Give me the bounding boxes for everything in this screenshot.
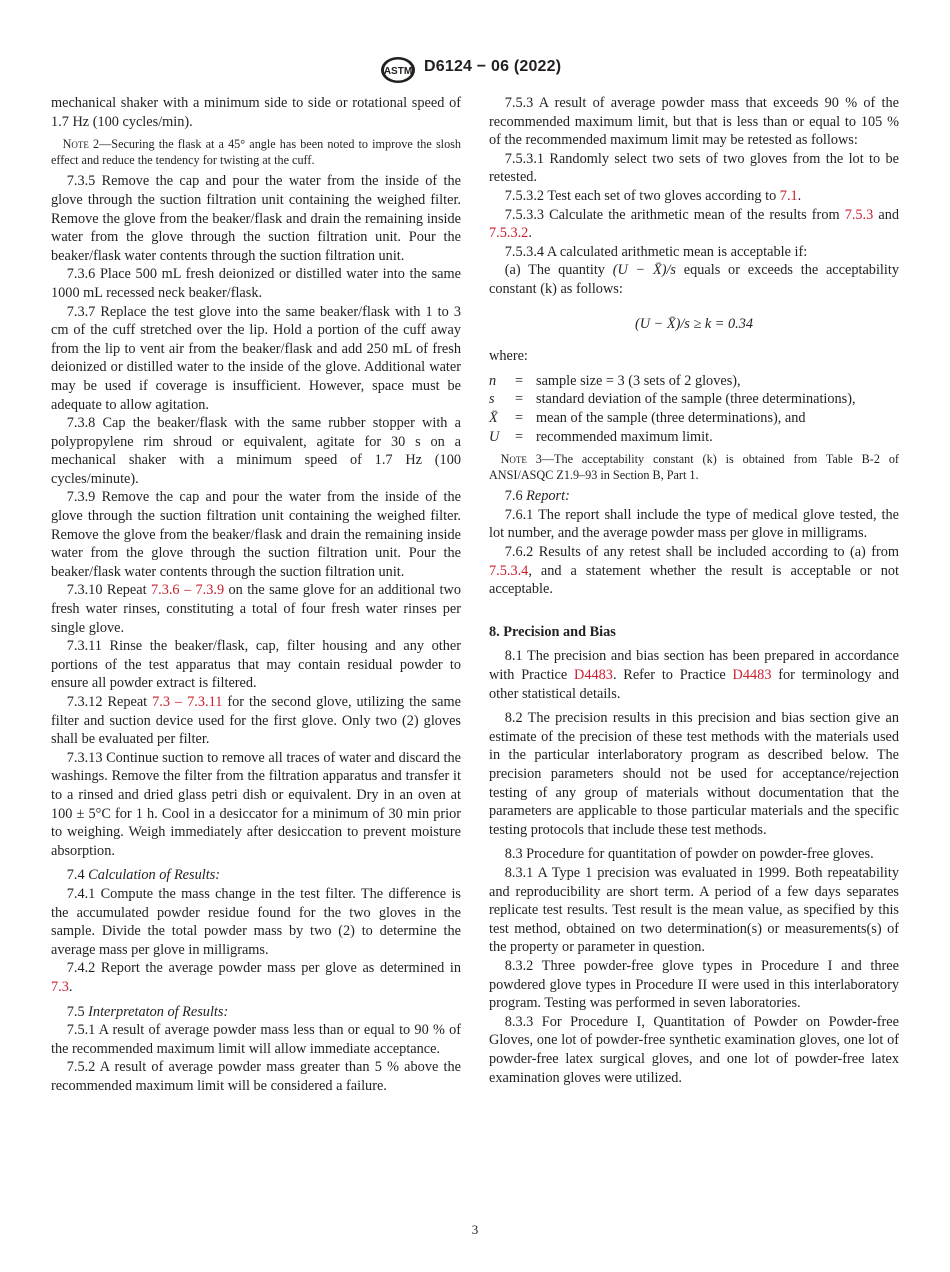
para-7-5-3-1: 7.5.3.1 Randomly select two sets of two gloves from the lot to be retested. [489,150,899,186]
ref-link[interactable]: 7.1 [779,187,798,204]
para-7-5-3-3: 7.5.3.3 Calculate the arithmetic mean of the results from 7.5.3 and 7.5.3.2. [489,206,900,242]
paragraph-continued: mechanical shaker with a minimum side to side or rotational speed of 1.7 Hz (100 cycles/min). [51,95,461,130]
note-label: Note 3 [500,452,542,467]
para-7-3-6: 7.3.6 Place 500 mL fresh deionized or distilled water into the same 1000 mL recessed neck beaker/flask. [51,266,461,301]
acceptability-equation: (U − X̄)/s ≥ k = 0.34 [634,315,754,332]
ref-link[interactable]: 7.3 – 7.3.11 [152,694,223,710]
page-header [0,56,950,86]
para-7-3-12: 7.3.12 Repeat 7.3 – 7.3.11 for the second glove, utilizing the same filter and suction device used for the first glove. Only two (2) gloves shall be evaluated per filter. [51,694,461,748]
para-7-3-13: 7.3.13 Continue suction to remove all traces of water and discard the washings. Remove the filter from the filtration apparatus and transfer it to a rinsed and dried glass petri dish or equivalent. Dry in an oven at 100 ± 5°C for 1 h. Cool in a desiccator for a minimum of 30 min prior to weighing. Weigh immediately after desiccation to prevent moisture absorption. [51,749,461,859]
para-7-3-7: 7.3.7 Replace the test glove into the same beaker/flask with 1 to 3 cm of the cuff stretched over the lip. Hold a portion of the cuff away from the lip to vent air from the beaker/flask and add 250 mL of fresh deionized or distilled water to the inside of the glove. Additional water may be used if coverage is insufficient. However, space must be adequate to allow agitation. [51,303,461,413]
left-column [51,94,461,1095]
astm-logo-icon [380,56,416,84]
para-7-5-3-2: 7.5.3.2 Test each set of two gloves according to 7.1. [504,187,802,204]
para-8-2: 8.2 The precision results in this precision and bias section give an estimate of the precision of these test methods with the materials used in the particular interlaboratory program as described below. The precision parameters should not be used for acceptance/rejection testing of any group of materials without documentation that the parameters are applicable to those particular materials and the specific testing protocols that include these test methods. [489,710,899,838]
variable-row: X̄ = mean of the sample (three determinations), and [489,409,899,428]
para-8-3: 8.3 Procedure for quantitation of powder on powder-free gloves. [504,846,874,863]
section-8-heading: 8. Precision and Bias [489,623,616,640]
para-7-4-1: 7.4.1 Compute the mass change in the test filter. The difference is the accumulated powder residue found for the two gloves in the sample. Divide the total powder mass by two (2) to determine the average mass per glove in milligrams. [51,885,461,958]
ref-link[interactable]: 7.3 [51,978,69,995]
variable-symbol: s [489,391,495,408]
section-7-6-heading: 7.6 Report: [504,488,570,505]
para-7-3-11: 7.3.11 Rinse the beaker/flask, cap, filter housing and any other portions of the test apparatus that may contain residual powder to ensure all powder extract is filtered. [51,638,461,692]
variable-row: U = recommended maximum limit. [489,428,899,447]
variable-definition: recommended maximum limit. [536,428,713,445]
para-8-3-1: 8.3.1 A Type 1 precision was evaluated in 1999. Both repeatability and reproducibility are short term. A period of a few days separates replicate test results. Test result is the mean value, as specified by this test method, obtained on two determination(s) or measurements(s) of the property or parameter in question. [489,864,899,956]
para-8-3-2: 8.3.2 Three powder-free glove types in Procedure I and three powdered glove types in Procedure II were used in this interlaboratory program. Testing was performed in seven laboratories. [489,957,899,1012]
para-7-3-5: 7.3.5 Remove the cap and pour the water from the inside of the glove through the suction filtration unit containing the weighed filter. Remove the glove from the beaker/flask and drain the remaining inside water from the glove through the suction filtration unit. Pour the beaker/flask water contents through the suction filtration unit. [51,173,461,264]
variable-definition: standard deviation of the sample (three determinations), [536,391,856,408]
para-7-5-1: 7.5.1 A result of average powder mass less than or equal to 90 % of the recommended maximum limit will allow immediate acceptance. [51,1022,461,1057]
para-7-3-10: 7.3.10 Repeat 7.3.6 – 7.3.9 on the same glove for an additional two fresh water rinses, constituting a total of four fresh water rinses per single glove. [51,582,462,636]
ref-link[interactable]: 7.3.6 – 7.3.9 [150,582,225,599]
inline-formula: (U − X̄)/s [612,262,676,279]
para-7-3-8: 7.3.8 Cap the beaker/flask with the same rubber stopper with a polypropylene rim shroud or equivalent, agitate for 30 s on a mechanical shaker with a minimum speed of 1.7 Hz (100 cycles/minute). [51,415,461,487]
para-7-5-3-4-a: (a) The quantity (U − X̄)/s equals or exceeds the acceptability constant (k) as follows: [489,262,899,297]
variable-row: s = standard deviation of the sample (three determinations), [489,390,899,409]
where-label: where: [489,348,528,365]
para-7-6-2: 7.6.2 Results of any retest shall be included according to (a) from 7.5.3.4, and a statement whether the result is acceptable or not acceptable. [489,544,899,598]
ref-link[interactable]: D4483 [732,667,772,684]
para-7-5-3-4: 7.5.3.4 A calculated arithmetic mean is acceptable if: [504,243,808,260]
para-7-3-9: 7.3.9 Remove the cap and pour the water from the inside of the glove through the suction filtration unit containing the weighed filter. Remove the glove from the beaker/flask and drain the remaining inside water from the glove through the suction filtration unit. Pour the beaker/flask water contents through the suction filtration unit. [51,489,461,580]
logo-text: ASTM [383,66,413,77]
variable-definition: sample size = 3 (3 sets of 2 gloves), [536,372,741,389]
para-8-1: 8.1 The precision and bias section has been prepared in accordance with Practice D4483. Refer to Practice D4483 for terminology and other statistical details. [489,648,900,702]
section-7-4-heading: 7.4 Calculation of Results: [66,867,221,884]
note-text: —Securing the flask at a 45° angle has been noted to improve the slosh effect and reduce the tendency for twisting at the cuff. [51,137,462,167]
para-7-4-2: 7.4.2 Report the average powder mass per glove as determined in 7.3. [51,960,461,995]
variable-list [489,372,899,446]
ref-link[interactable]: 7.5.3 [844,206,874,223]
note-3 [489,452,899,483]
ref-link[interactable]: D4483 [574,667,613,684]
ref-link[interactable]: 7.5.3.4 [489,562,529,579]
variable-symbol: X̄ [489,409,498,426]
variable-definition: mean of the sample (three determinations), and [536,409,806,426]
ref-link[interactable]: 7.5.3.2 [489,225,529,242]
para-8-3-3: 8.3.3 For Procedure I, Quantitation of Powder on Powder-free Gloves, one lot of powder-free synthetic examination gloves, one lot of powder-free latex surgical gloves, and one lot of powder-free latex examination gloves were utilized. [489,1013,899,1086]
para-7-5-2: 7.5.2 A result of average powder mass greater than 5 % above the recommended maximum limit will be considered a failure. [51,1059,461,1094]
variable-symbol: n [489,372,497,389]
page-number: 3 [471,1222,479,1237]
standard-designation: D6124 − 06 (2022) [424,58,562,75]
note-2 [51,137,461,168]
note-label: Note 2 [62,137,100,152]
variable-row: n = sample size = 3 (3 sets of 2 gloves), [489,372,899,391]
para-7-5-3: 7.5.3 A result of average powder mass that exceeds 90 % of the recommended maximum limit, but that is less than or equal to 105 % of the recommended maximum limit may be retested as follows: [489,95,899,149]
right-column [489,94,899,1087]
section-7-5-heading: 7.5 Interpretaton of Results: [66,1003,229,1020]
note-text: —The acceptability constant (k) is obtained from Table B-2 of ANSI/ASQC Z1.9–93 in Section B, Part 1. [489,452,899,482]
variable-symbol: U [489,428,500,445]
para-7-6-1: 7.6.1 The report shall include the type of medical glove tested, the lot number, and the average powder mass per glove in milligrams. [489,506,899,542]
